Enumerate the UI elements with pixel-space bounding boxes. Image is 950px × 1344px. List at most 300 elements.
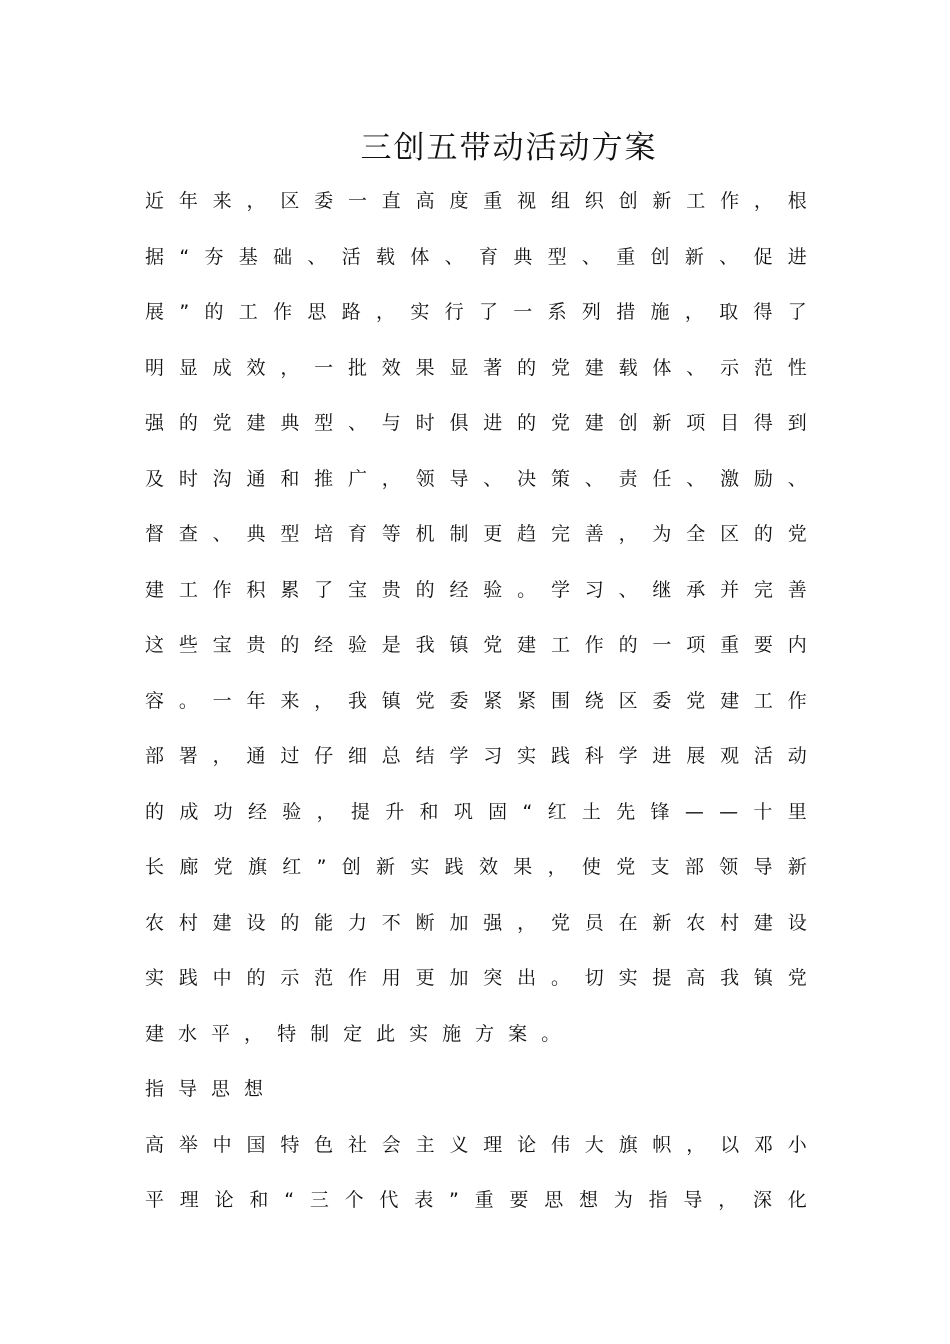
text-char: 、 bbox=[584, 467, 604, 490]
text-char: 体 bbox=[410, 245, 430, 268]
text-char: 出 bbox=[517, 967, 537, 989]
text-char: 国 bbox=[246, 1133, 266, 1156]
text-char: 特 bbox=[280, 1133, 300, 1156]
text-char: 制 bbox=[310, 1022, 330, 1045]
text-char: 科 bbox=[584, 745, 604, 767]
text-char: 项 bbox=[686, 412, 706, 434]
text-char: 决 bbox=[517, 467, 537, 490]
text-char: 宝 bbox=[347, 578, 367, 601]
text-char: 载 bbox=[618, 356, 638, 379]
text-line bbox=[145, 241, 807, 273]
text-char: 通 bbox=[246, 745, 266, 767]
text-char: 、 bbox=[307, 245, 327, 268]
text-char: 建 bbox=[145, 578, 165, 601]
text-char: 细 bbox=[347, 745, 367, 767]
text-line bbox=[145, 463, 807, 495]
text-char: 农 bbox=[686, 911, 706, 934]
text-line bbox=[145, 796, 807, 828]
text-char: 案 bbox=[508, 1022, 528, 1045]
text-char: ” bbox=[179, 301, 190, 323]
text-char: 、 bbox=[347, 412, 367, 434]
text-char: 的 bbox=[517, 356, 537, 379]
text-char: 实 bbox=[410, 856, 430, 878]
text-char: 建 bbox=[145, 1022, 165, 1045]
text-char: 理 bbox=[483, 1133, 503, 1156]
text-char: 仔 bbox=[314, 745, 334, 767]
text-char: 示 bbox=[280, 967, 300, 989]
text-char: 夯 bbox=[204, 245, 224, 268]
text-char: 重 bbox=[474, 1189, 494, 1211]
text-char: 、 bbox=[483, 467, 503, 490]
text-char: 的 bbox=[618, 634, 638, 656]
text-line bbox=[145, 1129, 807, 1161]
text-char: 党 bbox=[616, 856, 636, 878]
text-char: 过 bbox=[280, 745, 300, 767]
text-char: 村 bbox=[720, 911, 740, 934]
text-char: 委 bbox=[652, 689, 672, 712]
text-char: 高 bbox=[415, 190, 435, 212]
text-char: 目 bbox=[720, 412, 740, 434]
text-char: 更 bbox=[483, 523, 503, 545]
text-char: 区 bbox=[720, 523, 740, 545]
text-char: 表 bbox=[414, 1189, 434, 1211]
text-char: 展 bbox=[145, 301, 165, 323]
text-char: 一 bbox=[347, 190, 367, 212]
text-char: 等 bbox=[381, 523, 401, 545]
text-char: 了 bbox=[478, 301, 498, 323]
text-char: ” bbox=[449, 1189, 459, 1211]
text-char: 小 bbox=[787, 1133, 807, 1156]
text-char: 想 bbox=[244, 1078, 264, 1100]
text-char: 区 bbox=[618, 689, 638, 712]
text-char: 实 bbox=[409, 1022, 429, 1045]
text-char: 部 bbox=[684, 856, 704, 878]
text-char: 、 bbox=[787, 467, 807, 490]
text-char: 来 bbox=[212, 190, 232, 212]
text-char: 典 bbox=[246, 523, 266, 545]
text-char: 中 bbox=[212, 967, 232, 989]
text-char: 指 bbox=[648, 1189, 668, 1211]
text-char: 完 bbox=[753, 578, 773, 601]
text-char: 的 bbox=[753, 523, 773, 545]
text-char: 任 bbox=[652, 467, 672, 490]
text-char: 旗 bbox=[247, 856, 267, 878]
text-char: 红 bbox=[547, 800, 567, 823]
text-char: 通 bbox=[246, 467, 266, 490]
text-char: 锋 bbox=[650, 800, 670, 823]
text-char: ， bbox=[753, 190, 773, 212]
text-char: 用 bbox=[381, 967, 401, 989]
text-char: 主 bbox=[415, 1133, 435, 1156]
text-line bbox=[145, 185, 807, 217]
text-char: 宝 bbox=[212, 634, 232, 656]
text-char: 领 bbox=[719, 856, 739, 878]
text-char: 时 bbox=[415, 412, 435, 434]
text-char: 的 bbox=[178, 412, 198, 434]
text-char: 我 bbox=[720, 967, 740, 989]
text-char: 导 bbox=[449, 467, 469, 490]
text-char: 组 bbox=[550, 190, 570, 212]
text-char: 工 bbox=[178, 578, 198, 601]
text-char: 党 bbox=[787, 523, 807, 545]
text-char: 新 bbox=[787, 856, 807, 878]
text-char: 能 bbox=[314, 911, 334, 934]
text-char: 社 bbox=[347, 1133, 367, 1156]
text-char: 的 bbox=[415, 578, 435, 601]
text-char: 重 bbox=[616, 245, 636, 268]
text-char: 善 bbox=[787, 578, 807, 601]
text-char: 工 bbox=[753, 689, 773, 712]
text-char: 会 bbox=[381, 1133, 401, 1156]
text-char: 镇 bbox=[753, 967, 773, 989]
text-char: 绕 bbox=[584, 689, 604, 712]
text-char: 了 bbox=[314, 578, 334, 601]
text-char: 里 bbox=[787, 800, 807, 823]
text-char: 督 bbox=[145, 523, 165, 545]
text-char: 励 bbox=[753, 467, 773, 490]
text-char: 个 bbox=[344, 1189, 364, 1211]
text-line bbox=[145, 629, 807, 661]
text-line bbox=[145, 407, 807, 439]
text-char: 特 bbox=[277, 1022, 297, 1045]
text-char: 村 bbox=[178, 911, 198, 934]
text-char: 支 bbox=[650, 856, 670, 878]
text-char: 和 bbox=[419, 800, 439, 823]
text-line bbox=[145, 518, 807, 550]
text-char: 取 bbox=[719, 301, 739, 323]
text-char: 平 bbox=[145, 1189, 165, 1211]
text-char: 定 bbox=[343, 1022, 363, 1045]
text-char: 经 bbox=[449, 578, 469, 601]
text-char: 党 bbox=[212, 412, 232, 434]
text-char: 三 bbox=[309, 1189, 329, 1211]
text-char: 举 bbox=[178, 1133, 198, 1156]
text-char: 批 bbox=[347, 356, 367, 379]
text-char: 作 bbox=[347, 967, 367, 989]
text-char: 继 bbox=[652, 578, 672, 601]
text-char: ， bbox=[718, 1189, 738, 1211]
text-char: 活 bbox=[753, 745, 773, 767]
text-char: 育 bbox=[347, 523, 367, 545]
text-char: 责 bbox=[618, 467, 638, 490]
text-char: 指 bbox=[145, 1078, 165, 1100]
text-line bbox=[145, 740, 807, 772]
text-char: 查 bbox=[178, 523, 198, 545]
text-char: ， bbox=[618, 523, 638, 545]
text-line bbox=[145, 962, 807, 994]
text-char: 、 bbox=[719, 245, 739, 268]
text-char: 得 bbox=[753, 301, 773, 323]
text-char: 、 bbox=[581, 245, 601, 268]
text-char: 推 bbox=[314, 467, 334, 490]
text-char: 著 bbox=[483, 356, 503, 379]
text-char: 围 bbox=[550, 689, 570, 712]
text-char: 紧 bbox=[483, 689, 503, 712]
text-char: 要 bbox=[509, 1189, 529, 1211]
text-char: 为 bbox=[652, 523, 672, 545]
text-char: 党 bbox=[787, 967, 807, 989]
text-char: 力 bbox=[347, 911, 367, 934]
text-char: ， bbox=[244, 1022, 264, 1045]
text-char: 紧 bbox=[517, 689, 537, 712]
text-char: ， bbox=[212, 745, 232, 767]
text-char: 断 bbox=[415, 911, 435, 934]
text-char: 伟 bbox=[550, 1133, 570, 1156]
text-char: 作 bbox=[212, 578, 232, 601]
text-char: ， bbox=[381, 467, 401, 490]
text-char: 我 bbox=[347, 689, 367, 712]
text-char: 成 bbox=[179, 800, 199, 823]
text-char: 典 bbox=[513, 245, 533, 268]
text-char: 承 bbox=[686, 578, 706, 601]
text-char: 织 bbox=[584, 190, 604, 212]
text-char: 新 bbox=[652, 412, 672, 434]
text-char: 创 bbox=[618, 412, 638, 434]
text-char: 的 bbox=[145, 800, 165, 823]
text-char: 建 bbox=[584, 356, 604, 379]
text-char: 更 bbox=[415, 967, 435, 989]
text-char: 以 bbox=[720, 1133, 740, 1156]
document-title: 三创五带动活动方案 bbox=[360, 130, 658, 166]
text-line bbox=[145, 1018, 807, 1050]
text-char: 建 bbox=[517, 634, 537, 656]
text-char: 载 bbox=[376, 245, 396, 268]
text-char: 累 bbox=[280, 578, 300, 601]
text-char: 体 bbox=[652, 356, 672, 379]
text-char: 善 bbox=[584, 523, 604, 545]
text-char: 要 bbox=[753, 634, 773, 656]
text-char: 活 bbox=[341, 245, 361, 268]
text-char: 策 bbox=[550, 467, 570, 490]
text-char: 范 bbox=[314, 967, 334, 989]
text-char: 建 bbox=[753, 911, 773, 934]
text-char: 强 bbox=[145, 412, 165, 434]
text-char: — bbox=[684, 800, 704, 823]
text-char: 署 bbox=[178, 745, 198, 767]
text-char: 员 bbox=[584, 911, 604, 934]
text-char: 验 bbox=[282, 800, 302, 823]
text-char: ， bbox=[314, 689, 334, 712]
text-char: 强 bbox=[483, 911, 503, 934]
text-char: ， bbox=[280, 356, 300, 379]
text-char: 和 bbox=[280, 467, 300, 490]
text-char: 一 bbox=[314, 356, 334, 379]
text-char: 基 bbox=[238, 245, 258, 268]
text-char: 使 bbox=[581, 856, 601, 878]
text-char: 俱 bbox=[449, 412, 469, 434]
text-char: 进 bbox=[652, 745, 672, 767]
text-char: 设 bbox=[787, 911, 807, 934]
text-char: 党 bbox=[213, 856, 233, 878]
text-char: 想 bbox=[579, 1189, 599, 1211]
text-char: ， bbox=[684, 301, 704, 323]
text-char: 路 bbox=[341, 301, 361, 323]
text-char: “ bbox=[179, 245, 190, 268]
text-char: 效 bbox=[246, 356, 266, 379]
text-char: 切 bbox=[584, 967, 604, 989]
text-char: 平 bbox=[211, 1022, 231, 1045]
text-char: 总 bbox=[381, 745, 401, 767]
text-char: 积 bbox=[246, 578, 266, 601]
text-char: 型 bbox=[547, 245, 567, 268]
text-char: 新 bbox=[652, 911, 672, 934]
text-char: 展 bbox=[686, 745, 706, 767]
text-char: 我 bbox=[415, 634, 435, 656]
text-line bbox=[145, 296, 807, 328]
text-char: 验 bbox=[483, 578, 503, 601]
text-char: 建 bbox=[584, 412, 604, 434]
text-char: 及 bbox=[145, 467, 165, 490]
text-char: 帜 bbox=[652, 1133, 672, 1156]
text-char: 创 bbox=[618, 190, 638, 212]
text-char: 全 bbox=[686, 523, 706, 545]
text-char: 到 bbox=[787, 412, 807, 434]
text-char: 突 bbox=[483, 967, 503, 989]
text-char: 实 bbox=[145, 967, 165, 989]
text-char: 进 bbox=[787, 245, 807, 268]
text-char: 、 bbox=[212, 523, 232, 545]
text-char: 完 bbox=[550, 523, 570, 545]
text-char: 方 bbox=[475, 1022, 495, 1045]
text-char: 型 bbox=[280, 523, 300, 545]
text-char: ， bbox=[547, 856, 567, 878]
text-line bbox=[145, 352, 807, 384]
text-char: ， bbox=[686, 1133, 706, 1156]
text-char: 沟 bbox=[212, 467, 232, 490]
text-char: 建 bbox=[720, 689, 740, 712]
text-char: 、 bbox=[686, 467, 706, 490]
text-char: 思 bbox=[307, 301, 327, 323]
text-char: 导 bbox=[753, 856, 773, 878]
text-char: 动 bbox=[787, 745, 807, 767]
text-char: 党 bbox=[550, 412, 570, 434]
text-char: 义 bbox=[449, 1133, 469, 1156]
text-char: 新 bbox=[684, 245, 704, 268]
text-char: 领 bbox=[415, 467, 435, 490]
text-char: 一 bbox=[212, 689, 232, 712]
text-char: 广 bbox=[347, 467, 367, 490]
text-char: 观 bbox=[720, 745, 740, 767]
text-char: 建 bbox=[212, 911, 232, 934]
text-char: 重 bbox=[483, 190, 503, 212]
text-char: 农 bbox=[145, 911, 165, 934]
text-line bbox=[145, 1184, 807, 1216]
text-char: 新 bbox=[652, 190, 672, 212]
text-char: 化 bbox=[787, 1189, 807, 1211]
text-char: 大 bbox=[584, 1133, 604, 1156]
text-char: 型 bbox=[314, 412, 334, 434]
text-char: 并 bbox=[720, 578, 740, 601]
text-char: 论 bbox=[214, 1189, 234, 1211]
text-char: 些 bbox=[178, 634, 198, 656]
text-char: 范 bbox=[753, 356, 773, 379]
text-char: 、 bbox=[686, 356, 706, 379]
text-char: 工 bbox=[686, 190, 706, 212]
text-char: 高 bbox=[145, 1133, 165, 1156]
text-char: 作 bbox=[787, 689, 807, 712]
text-char: 度 bbox=[449, 190, 469, 212]
text-char: 的 bbox=[204, 301, 224, 323]
text-char: 年 bbox=[178, 190, 198, 212]
text-char: 邓 bbox=[753, 1133, 773, 1156]
text-char: 、 bbox=[444, 245, 464, 268]
text-char: 容 bbox=[145, 689, 165, 712]
text-char: 施 bbox=[650, 301, 670, 323]
text-char: 建 bbox=[246, 412, 266, 434]
text-char: 导 bbox=[178, 1078, 198, 1100]
text-char: 固 bbox=[488, 800, 508, 823]
text-char: 验 bbox=[347, 634, 367, 656]
text-char: 性 bbox=[787, 356, 807, 379]
text-char: 的 bbox=[280, 634, 300, 656]
text-char: 促 bbox=[753, 245, 773, 268]
text-char: 一 bbox=[652, 634, 672, 656]
text-char: 红 bbox=[282, 856, 302, 878]
text-char: 是 bbox=[381, 634, 401, 656]
text-char: 项 bbox=[686, 634, 706, 656]
text-char: 加 bbox=[449, 911, 469, 934]
text-char: 新 bbox=[376, 856, 396, 878]
text-char: 践 bbox=[178, 967, 198, 989]
text-char: 工 bbox=[238, 301, 258, 323]
text-char: 学 bbox=[618, 745, 638, 767]
text-line bbox=[145, 851, 807, 883]
text-char: 。 bbox=[517, 578, 537, 601]
text-char: 贵 bbox=[246, 634, 266, 656]
text-char: 。 bbox=[178, 689, 198, 712]
text-char: ” bbox=[316, 856, 327, 878]
text-char: 得 bbox=[753, 412, 773, 434]
text-char: “ bbox=[284, 1189, 295, 1211]
text-char: 与 bbox=[381, 412, 401, 434]
text-char: 的 bbox=[517, 412, 537, 434]
text-line bbox=[145, 685, 807, 717]
text-char: 重 bbox=[720, 634, 740, 656]
text-char: 长 bbox=[145, 856, 165, 878]
text-char: 委 bbox=[449, 689, 469, 712]
text-char: 十 bbox=[753, 800, 773, 823]
text-char: 创 bbox=[650, 245, 670, 268]
text-char: 践 bbox=[444, 856, 464, 878]
text-char: 作 bbox=[584, 634, 604, 656]
text-char: 不 bbox=[381, 911, 401, 934]
text-char: ， bbox=[316, 800, 336, 823]
text-char: 果 bbox=[513, 856, 533, 878]
text-char: 功 bbox=[213, 800, 233, 823]
text-char: 作 bbox=[273, 301, 293, 323]
text-char: 此 bbox=[376, 1022, 396, 1045]
text-char: 内 bbox=[787, 634, 807, 656]
text-char: 作 bbox=[720, 190, 740, 212]
text-char: 系 bbox=[547, 301, 567, 323]
text-char: 旗 bbox=[618, 1133, 638, 1156]
text-char: 措 bbox=[616, 301, 636, 323]
text-char: 加 bbox=[449, 967, 469, 989]
text-char: 党 bbox=[550, 911, 570, 934]
text-char: 来 bbox=[280, 689, 300, 712]
text-char: 党 bbox=[415, 689, 435, 712]
text-char: 习 bbox=[584, 578, 604, 601]
text-char: 委 bbox=[314, 190, 334, 212]
text-char: 理 bbox=[179, 1189, 199, 1211]
text-char: 习 bbox=[483, 745, 503, 767]
text-char: 实 bbox=[618, 967, 638, 989]
text-char: — bbox=[719, 800, 739, 823]
text-char: ， bbox=[246, 190, 266, 212]
text-char: 创 bbox=[341, 856, 361, 878]
text-char: 行 bbox=[444, 301, 464, 323]
text-char: 设 bbox=[246, 911, 266, 934]
